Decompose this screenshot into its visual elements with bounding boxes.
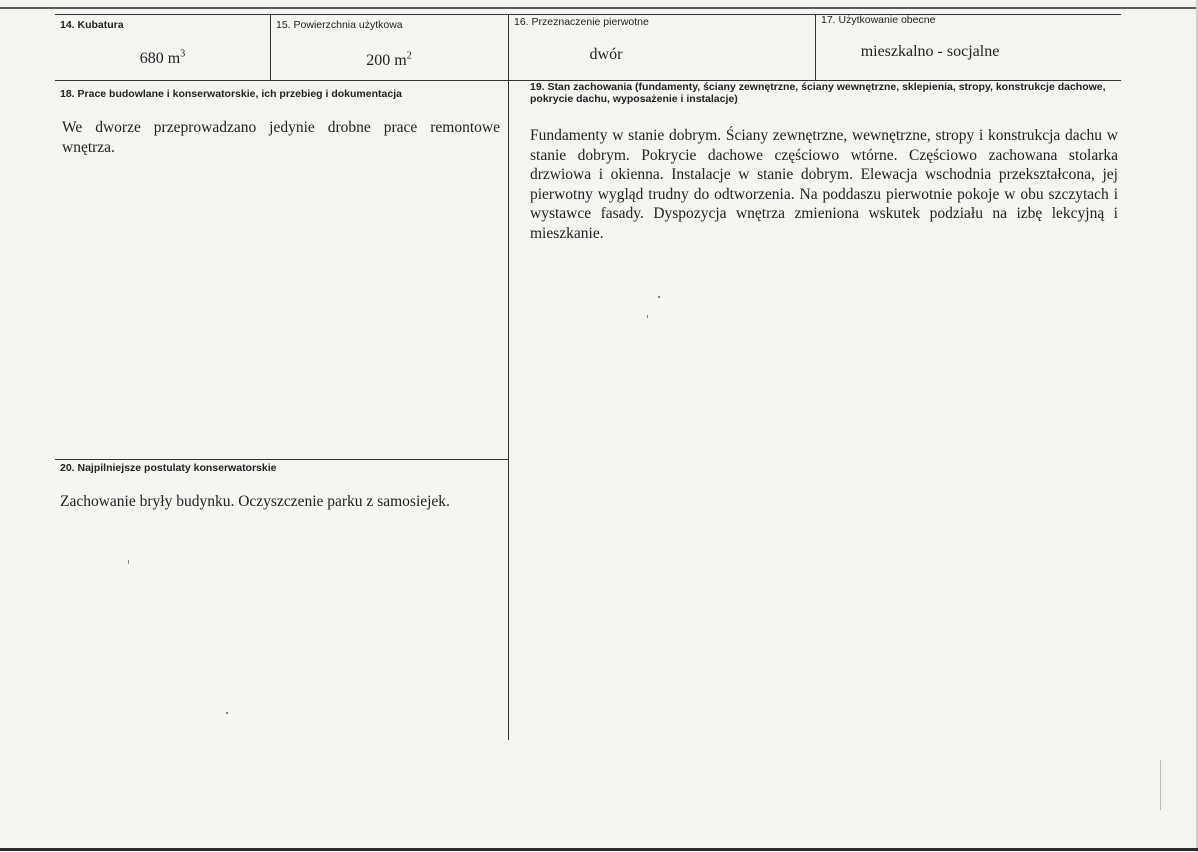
scan-speck bbox=[647, 315, 648, 318]
col-divider-main bbox=[508, 14, 509, 740]
field-14-value-text: 680 m bbox=[139, 50, 181, 67]
field-16-label: 16. Przeznaczenie pierwotne bbox=[514, 16, 649, 28]
scan-speck bbox=[658, 296, 660, 298]
field-17-label: 17. Użytkowanie obecne bbox=[821, 14, 936, 26]
field-17-value: mieszkalno - socjalne bbox=[860, 43, 1000, 60]
scan-top-edge bbox=[0, 7, 1198, 9]
field-18-text: We dworze przeprowadzano jedynie drobne prace remontowe wnętrza. bbox=[62, 119, 500, 156]
field-15-value bbox=[272, 52, 506, 70]
row1-top-border bbox=[55, 14, 1121, 15]
field-14-value bbox=[60, 50, 265, 68]
scan-bottom-edge bbox=[0, 848, 1198, 851]
field-19-text: Fundamenty w stanie dobrym. Ściany zewnętrzne, wewnętrzne, stropy i konstrukcja dachu w stanie dobrym. Pokrycie dachowe częściowo wtórne. Częściowo zachowana stolarka drzwiowa i okienna. Instalacje w stanie dobrym. Elewacja wschodnia przekształcona, jej pierwotny wygląd trudny do odtworzenia. Na poddaszu pierwotnie pokoje w obu szczytach i wystawce fasady. Dyspozycja wnętrza zmieniona wskutek podziału na izbę lekcyjną i mieszkanie. bbox=[530, 127, 1118, 242]
scan-speck bbox=[226, 712, 228, 714]
col-divider-16-17 bbox=[815, 14, 816, 81]
field-19-label-line2: pokrycie dachu, wyposażenie i instalacje) bbox=[530, 93, 738, 105]
field-14-label: 14. Kubatura bbox=[60, 19, 124, 31]
field-19-label-line1: 19. Stan zachowania (fundamenty, ściany zewnętrzne, ściany wewnętrzne, sklepienia, stropy, konstrukcje dachowe, bbox=[530, 81, 1106, 93]
col-divider-14-15 bbox=[270, 14, 271, 81]
field-15-value-text: 200 m bbox=[366, 52, 407, 69]
scan-speck bbox=[128, 560, 129, 564]
scan-speck bbox=[1160, 760, 1161, 810]
field-14-unit-sup: 3 bbox=[180, 48, 186, 60]
field-16-value: dwór bbox=[589, 46, 623, 63]
field-20-label: 20. Najpilniejsze postulaty konserwatorskie bbox=[60, 462, 277, 474]
field-15-unit-sup: 2 bbox=[406, 50, 412, 62]
field-15-label: 15. Powierzchnia użytkowa bbox=[276, 19, 403, 31]
section20-top-border bbox=[55, 459, 508, 460]
field-18-label: 18. Prace budowlane i konserwatorskie, ich przebieg i dokumentacja bbox=[60, 88, 402, 100]
field-20-text: Zachowanie bryły budynku. Oczyszczenie parku z samosiejek. bbox=[60, 493, 450, 510]
